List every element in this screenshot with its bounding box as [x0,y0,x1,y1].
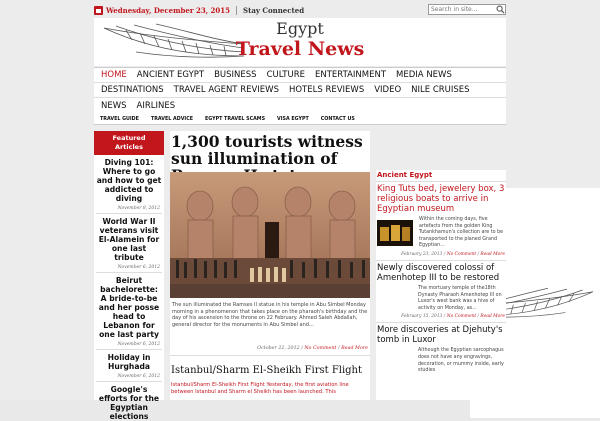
meta-separator: / [442,251,447,257]
featured-article-date: November 6, 2012 [96,339,162,350]
nav-row-1 [94,68,506,83]
site-header [94,18,506,66]
meta-separator: / [476,314,481,320]
search-input[interactable] [428,4,506,15]
nav-item-ancient-egypt[interactable]: ANCIENT EGYPT [136,70,205,80]
logo-line-1: Egypt [276,19,324,38]
right-story-read-more-link[interactable]: Read More [480,251,505,257]
top-divider [236,6,237,15]
subnav-visa-egypt[interactable]: VISA EGYPT [277,116,309,122]
list-item[interactable] [94,273,164,350]
right-story-title[interactable]: King Tuts bed, jewelery box, 3 religious boats to arrive in Egyptian museum [377,184,505,214]
nav-item-news[interactable]: NEWS [101,100,127,111]
right-story-excerpt: Within the coming days, five artefacts from the golden King Tutankhamun's collection are to be transported to the planed Grand Egyptian... [419,217,504,249]
featured-article-date: November 6, 2012 [96,262,162,273]
subnav-travel-guide[interactable]: TRAVEL GUIDE [100,116,139,122]
top-bar [94,3,506,17]
logo-line-2: Travel News [235,38,365,60]
meta-separator: / [442,314,447,320]
featured-article-date: November 6, 2012 [96,371,162,382]
featured-article-title[interactable]: Google's efforts for the Egyptian elections [98,385,160,421]
second-story-title[interactable]: Istanbul/Sharm El-Sheikh First Flight [171,365,363,376]
secondary-navigation [94,114,506,125]
current-date: Wednesday, December 23, 2015 [106,5,231,15]
right-story-body [376,214,506,250]
meta-separator: / [299,346,305,351]
featured-heading-line-1: Featured [112,134,146,142]
main-story-read-more-link[interactable]: Read More [341,346,368,351]
main-navigation [94,67,506,114]
featured-articles-sidebar [94,131,164,421]
ancient-egypt-column [376,170,506,400]
museum-artefacts-thumbnail[interactable] [377,220,413,246]
subnav-egypt-travel-scams[interactable]: EGYPT TRAVEL SCAMS [205,116,266,122]
featured-article-title[interactable]: World War II veterans visit El-Alamein for one last tribute [98,217,160,262]
right-story-comments-link[interactable]: No Comment [446,314,477,320]
meta-separator: / [336,346,342,351]
nav-item-destinations[interactable]: DESTINATIONS [101,85,164,95]
right-story-read-more-link[interactable]: Read More [480,314,505,320]
list-item[interactable] [94,214,164,273]
list-item[interactable] [94,382,164,421]
site-logo[interactable] [232,20,368,60]
main-story-comments-link[interactable]: No Comment [304,346,337,351]
main-story-date: October 22, 2012 [257,346,300,351]
list-item[interactable] [94,155,164,214]
right-story-excerpt: The mortuary temple of the18th Dynasty Pharaoh Amenhotep III on Luxor's west bank was a hive of activity on Monday, as... [418,285,502,311]
winged-emblem-left-icon [96,22,246,60]
right-story-meta [376,250,506,261]
right-story-date: February 15, 2013 [401,314,443,320]
calendar-icon [94,6,103,15]
right-story-excerpt: Although the Egyptian sarcophagus does not have any engravings, decoration, or mummy inside, early studies [418,348,504,374]
nav-item-business[interactable]: BUSINESS [214,70,257,80]
stay-connected-link[interactable]: Stay Connected [243,5,305,15]
nav-item-nile-cruises[interactable]: NILE CRUISES [411,85,470,95]
featured-article-date: November 8, 2012 [96,203,162,214]
meta-separator: / [476,251,481,257]
divider [170,355,370,356]
second-story-excerpt: Istanbul/Sharm El-Sheikh First Flight Yesterday, the first aviation line between Istanbul and Sharm el Sheikh has been launched. This [171,382,349,395]
right-story-title[interactable]: More discoveries at Djehuty's tomb in Luxor [377,325,503,346]
section-label-ancient-egypt[interactable]: Ancient Egypt [376,170,506,182]
featured-heading-line-2: Articles [115,143,143,151]
right-story-meta [376,312,506,323]
nav-item-home[interactable]: HOME [101,70,127,80]
nav-row-2 [94,83,506,98]
nav-item-culture[interactable]: CULTURE [266,70,305,80]
subnav-travel-advice[interactable]: TRAVEL ADVICE [150,116,194,122]
right-story-comments-link[interactable]: No Comment [446,251,477,257]
nav-item-entertainment[interactable]: ENTERTAINMENT [315,70,387,80]
featured-article-title[interactable]: Beirut bachelorette: A bride-to-be and her posse head to Lebanon for one last party [98,276,160,339]
search-icon[interactable] [496,5,505,14]
right-story-date: February 23, 2013 [401,251,443,257]
main-story-caption: The sun illuminated the Ramses II statue in his temple in Abu Simbel Monday morning in a phenomenon that takes place on the pharaoh's birthday and the day of his ascension to the throne on 22 February. Ahmed Saleh Abdallah, general director for the monuments in Abu Simbel and... [172,302,368,328]
right-story-title[interactable]: Newly discovered colossi of Amenhotep III to be restored [377,262,500,283]
nav-item-travel-agent-reviews[interactable]: TRAVEL AGENT REVIEWS [173,85,279,95]
nav-item-media-news[interactable]: MEDIA NEWS [396,70,452,80]
main-story [170,131,370,400]
abu-simbel-temple-photo[interactable] [170,172,370,298]
subnav-contact-us[interactable]: CONTACT US [320,116,355,122]
main-story-title[interactable]: 1,300 tourists witness sun illumination of [171,132,363,168]
nav-row-3 [94,98,506,113]
featured-article-title[interactable]: Diving 101: Where to go and how to get addicted to diving [96,158,162,203]
list-item[interactable] [94,350,164,382]
featured-articles-heading [94,131,164,155]
nav-item-video[interactable]: VIDEO [374,85,402,95]
nav-item-airlines[interactable]: AIRLINES [136,100,176,111]
featured-article-title[interactable]: Holiday in Hurghada [107,353,151,371]
main-story-meta [170,346,370,351]
nav-item-hotels-reviews[interactable]: HOTELS REVIEWS [288,85,365,95]
